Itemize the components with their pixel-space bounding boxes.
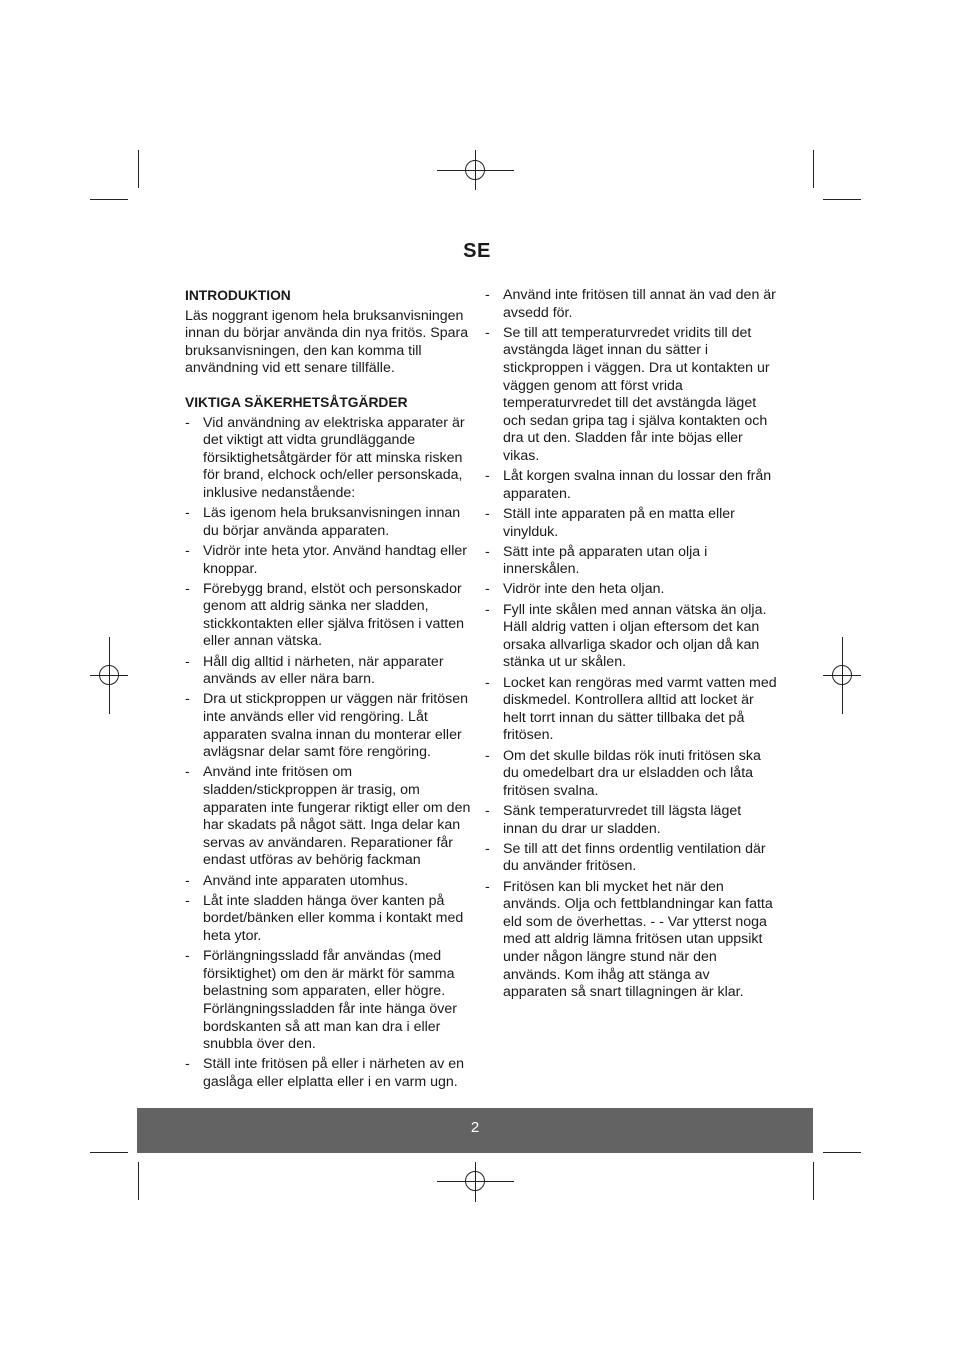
page-number: 2 — [470, 1119, 480, 1136]
list-item: - Använd inte apparaten utomhus. — [185, 873, 475, 891]
list-item: - Vidrör inte heta ytor. Använd handtag eller knoppar. — [185, 543, 475, 578]
list-item: - Dra ut stickproppen ur väggen när fritösen inte används eller vid rengöring. Låt apparaten svalna innan du monterar eller avlägsnar delar samt före rengöring. — [185, 691, 475, 761]
list-item: - Sänk temperaturvredet till lägsta läget innan du drar ur sladden. — [485, 803, 777, 838]
list-item: - Fyll inte skålen med annan vätska än olja. Häll aldrig vatten i oljan eftersom det kan orsaka allvarliga skador och oljan då kan stänka ut ur skålen. — [485, 602, 777, 672]
list-item: - Läs igenom hela bruksanvisningen innan du börjar använda apparaten. — [185, 505, 475, 540]
list-item: - Använd inte fritösen om sladden/stickproppen är trasig, om apparaten inte fungerar riktigt eller om den har skadats på något sätt. Inga delar kan servas av användaren. Reparationer får endast utföras av behörig fackman — [185, 764, 475, 870]
list-item: - Låt korgen svalna innan du lossar den från apparaten. — [485, 468, 777, 503]
list-item: - Ställ inte fritösen på eller i närheten av en gaslåga eller elplatta eller i en varm ugn. — [185, 1056, 475, 1091]
list-item: - Om det skulle bildas rök inuti fritösen ska du omedelbart dra ur elsladden och låta fritösen svalna. — [485, 748, 777, 801]
list-item: - Se till att temperaturvredet vridits till det avstängda läget innan du sätter i stickproppen i väggen. Dra ut kontakten ur väggen genom att först vrida temperaturvredet till det avstängda läget och sedan gripa tag i själva kontakten och dra ut den. Sladden får inte böjas eller vikas. — [485, 325, 777, 466]
list-item: - Håll dig alltid i närheten, när apparater används av eller nära barn. — [185, 654, 475, 689]
list-item: - Använd inte fritösen till annat än vad den är avsedd för. — [485, 287, 777, 322]
safety-title: VIKTIGA SÄKERHETSÅTGÄRDER — [185, 394, 408, 410]
right-column — [485, 287, 777, 1004]
list-item: - Vid användning av elektriska apparater är det viktigt att vidta grundläggande försiktighetsåtgärder för att minska risken för brand, elchock och/eller personskada, inklusive nedanstående: — [185, 415, 475, 503]
safety-list-left — [185, 415, 475, 1092]
list-item: - Se till att det finns ordentlig ventilation där du använder fritösen. — [485, 841, 777, 876]
intro-text: Läs noggrant igenom hela bruksanvisningen innan du börjar använda din nya fritös. Spara bruksanvisningen, den kan komma till användning vid ett senare tillfälle. — [185, 307, 469, 377]
language-heading: SE — [463, 240, 491, 262]
list-item: - Förlängningssladd får användas (med försiktighet) om den är märkt för samma belastning som apparaten, eller högre. Förlängningssladden får inte hänga över bordskanten så att man kan dra i eller snubbla över den. — [185, 948, 475, 1054]
page-footer — [137, 1108, 813, 1153]
safety-list-right — [485, 287, 777, 1002]
list-item: - Locket kan rengöras med varmt vatten med diskmedel. Kontrollera alltid att locket är helt torrt innan du sätter tillbaka det på fritösen. — [485, 675, 777, 745]
left-column — [185, 287, 475, 1094]
intro-title: INTRODUKTION — [185, 288, 291, 303]
list-item: - Vidrör inte den heta oljan. — [485, 581, 777, 599]
list-item: - Ställ inte apparaten på en matta eller vinylduk. — [485, 506, 777, 541]
list-item: - Fritösen kan bli mycket het när den används. Olja och fettblandningar kan fatta eld som de överhettas. - - Var ytterst noga med att aldrig lämna fritösen utan uppsikt under någon längre stund när den används. Kom ihåg att stänga av apparaten så snart tillagningen är klar. — [485, 879, 777, 1002]
list-item: - Sätt inte på apparaten utan olja i innerskålen. — [485, 544, 777, 579]
list-item: - Låt inte sladden hänga över kanten på bordet/bänken eller komma i kontakt med heta ytor. — [185, 893, 475, 946]
list-item: - Förebygg brand, elstöt och personskador genom att aldrig sänka ner sladden, stickkontakten eller själva fritösen i vatten eller annan vätska. — [185, 581, 475, 651]
